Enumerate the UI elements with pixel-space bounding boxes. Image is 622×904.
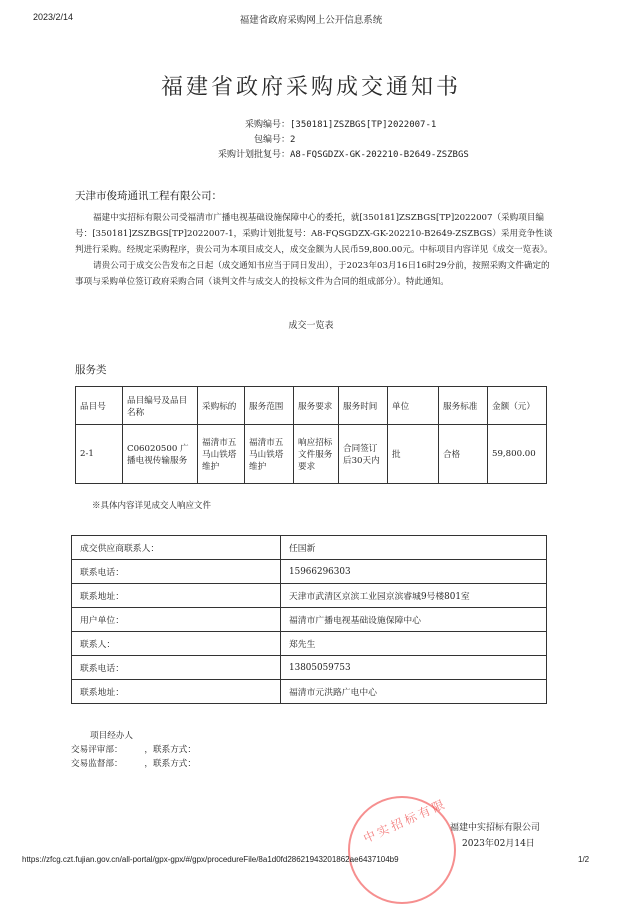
award-table xyxy=(75,386,547,484)
contact-key: 联系电话： xyxy=(72,560,281,584)
table-cell: C06020500 广播电视传输服务 xyxy=(123,425,198,484)
table-cell: 合格 xyxy=(439,425,488,484)
handler-supervise: 交易监督部： ，联系方式： xyxy=(71,759,196,769)
table-cell: 福清市五马山铁塔维护 xyxy=(198,425,245,484)
contact-value: 任国新 xyxy=(281,536,547,560)
supplier-addressee: 天津市俊琦通讯工程有限公司： xyxy=(75,190,222,202)
handler-review: 交易评审部： ，联系方式： xyxy=(71,745,196,755)
contact-key: 联系地址： xyxy=(72,584,281,608)
meta-package-no: 包编号：2 xyxy=(253,135,296,145)
meta-procurement-no: 采购编号：[350181]ZSZBGS[TP]2022007-1 xyxy=(244,120,437,130)
table-cell: 响应招标文件服务要求 xyxy=(294,425,339,484)
table-row xyxy=(72,656,547,680)
table-cell: 批 xyxy=(388,425,439,484)
table-row xyxy=(72,536,547,560)
col-header: 品目编号及品目名称 xyxy=(123,387,198,425)
issue-date: 2023年02月14日 xyxy=(462,839,535,849)
site-name: 福建省政府采购网上公开信息系统 xyxy=(239,15,383,26)
summary-title: 成交一览表 xyxy=(288,321,334,331)
response-note: ※具体内容详见成交人响应文件 xyxy=(92,501,212,511)
table-cell: 2-1 xyxy=(76,425,123,484)
col-header: 服务时间 xyxy=(339,387,388,425)
notice-paragraph: 福建中实招标有限公司受福清市广播电视基础设施保障中心的委托，就[350181]ZSZBGS[TP]2022007（采购项目编号：[350181]ZSZBGS[TP]2022007-1，采购计划批复号：A8-FQSGDZX-GK-202210-B2649-ZSZBGS）采用竞争性谈判进行采购。经规定采购程序，贵公司为本项目成交人，成交金额为人民币59,800.00元。中标项目内容详见《成交一览表》。 xyxy=(75,213,553,255)
contact-value: 13805059753 xyxy=(281,656,547,680)
contact-value: 福清市元洪路广电中心 xyxy=(281,680,547,704)
table-cell: 福清市五马山铁塔维护 xyxy=(245,425,294,484)
table-row xyxy=(72,608,547,632)
contact-key: 联系电话： xyxy=(72,656,281,680)
notice-body xyxy=(75,210,553,290)
col-header: 服务标准 xyxy=(439,387,488,425)
contact-key: 联系地址： xyxy=(72,680,281,704)
print-date: 2023/2/14 xyxy=(33,12,74,22)
handlers-title: 项目经办人 xyxy=(90,731,133,741)
contact-key: 用户单位： xyxy=(72,608,281,632)
contact-value: 天津市武清区京滨工业园京滨睿城9号楼801室 xyxy=(281,584,547,608)
col-header: 品目号 xyxy=(76,387,123,425)
col-header: 单位 xyxy=(388,387,439,425)
table-row xyxy=(72,632,547,656)
contact-key: 联系人： xyxy=(72,632,281,656)
table-row xyxy=(72,560,547,584)
table-row xyxy=(72,680,547,704)
section-label: 服务类 xyxy=(75,364,107,376)
document-title: 福建省政府采购成交通知书 xyxy=(160,75,461,100)
contact-value: 郑先生 xyxy=(281,632,547,656)
footer-page-number: 1/2 xyxy=(578,855,590,864)
meta-plan-approval-no: 采购计划批复号：A8-FQSGDZX-GK-202210-B2649-ZSZBGS xyxy=(217,150,469,160)
col-header: 服务要求 xyxy=(294,387,339,425)
contact-value: 15966296303 xyxy=(281,560,547,584)
col-header: 服务范围 xyxy=(245,387,294,425)
table-header-row xyxy=(76,387,547,425)
seal-stamp-text: 中实招标有限 xyxy=(361,796,450,846)
col-header: 采购标的 xyxy=(198,387,245,425)
footer-url: https://zfcg.czt.fujian.gov.cn/all-portal/gpx-gpx/#/gpx/procedureFile/8a1d0fd28621943201862ae6437104b9 xyxy=(22,855,399,864)
table-row xyxy=(76,425,547,484)
table-cell: 59,800.00 xyxy=(488,425,547,484)
table-row xyxy=(72,584,547,608)
issuer-name: 福建中实招标有限公司 xyxy=(450,823,541,833)
contact-key: 成交供应商联系人： xyxy=(72,536,281,560)
contact-value: 福清市广播电视基础设施保障中心 xyxy=(281,608,547,632)
contact-table xyxy=(71,535,547,704)
table-cell: 合同签订后30天内 xyxy=(339,425,388,484)
notice-paragraph: 请贵公司于成交公告发布之日起（成交通知书应当于同日发出），于2023年03月16日16时29分前，按照采购文件确定的事项与采购单位签订政府采购合同（谈判文件与成交人的投标文件为合同的组成部分）。特此通知。 xyxy=(75,261,550,287)
col-header: 金额（元） xyxy=(488,387,547,425)
